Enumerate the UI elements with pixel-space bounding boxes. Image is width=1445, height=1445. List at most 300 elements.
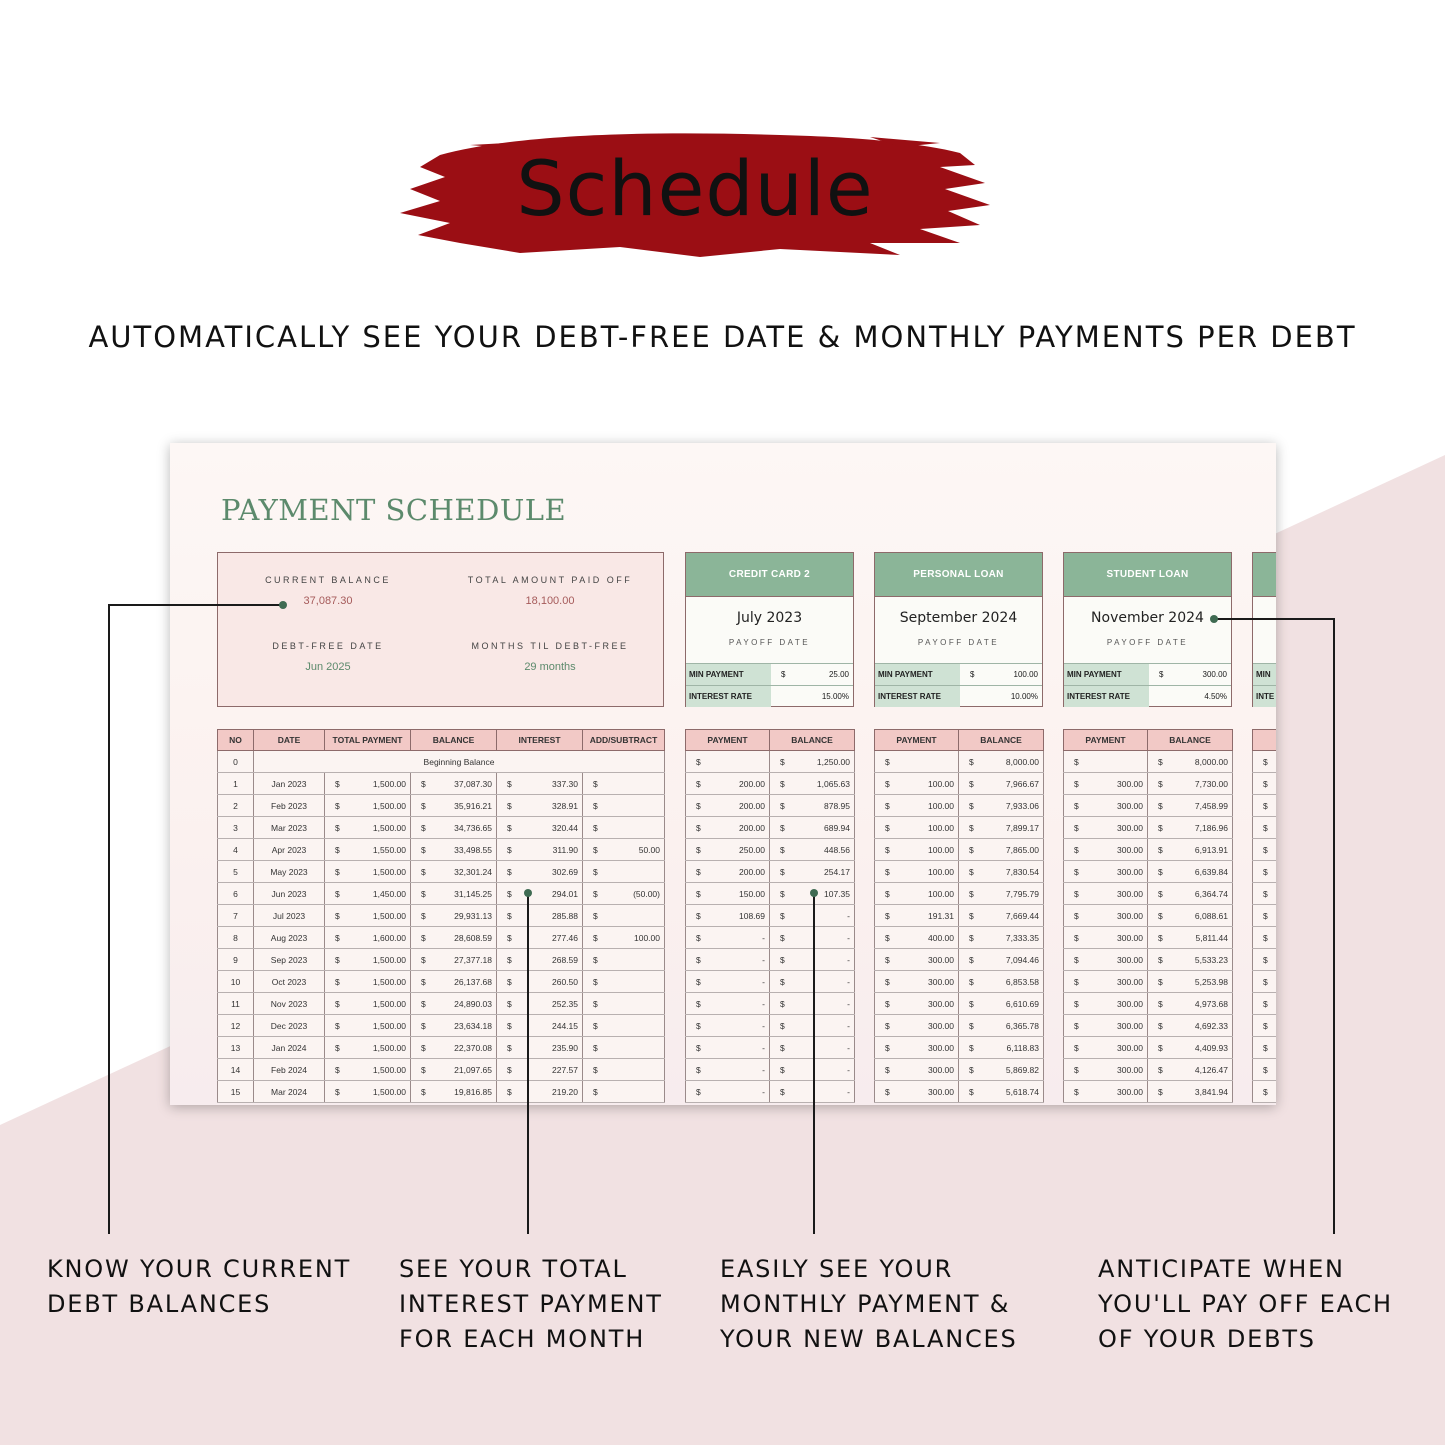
cell-balance: $ 448.56 <box>770 839 855 861</box>
cell-balance: $ 254.17 <box>770 861 855 883</box>
cell-payment: $ <box>1253 1081 1277 1103</box>
callout-dot-2 <box>524 889 532 897</box>
table-row <box>1064 751 1233 773</box>
table-header-row <box>1064 730 1233 751</box>
cell-date: Mar 2023 <box>254 817 325 839</box>
cell-payment: $ 100.00 <box>875 861 959 883</box>
table-row <box>686 1059 855 1081</box>
cell-balance: $ 6,610.69 <box>959 993 1044 1015</box>
current-balance-value: 37,087.30 <box>303 595 353 607</box>
debt-table-credit-card-2 <box>685 729 855 1103</box>
interest-rate-row <box>1064 685 1231 707</box>
cell-interest: $ 285.88 <box>497 905 583 927</box>
table-row <box>1253 1037 1277 1059</box>
debt-free-block <box>228 641 428 673</box>
cell-interest: $ 277.46 <box>497 927 583 949</box>
cell-balance: $ 7,966.67 <box>959 773 1044 795</box>
cell-no: 3 <box>218 817 254 839</box>
table-row <box>875 927 1044 949</box>
cell-balance: $ - <box>770 1015 855 1037</box>
cell-balance: $ 33,498.55 <box>411 839 497 861</box>
col-header-total-payment: TOTAL PAYMENT <box>325 730 411 751</box>
cell-add-subtract: $ <box>583 773 665 795</box>
cell-payment: $ - <box>686 949 770 971</box>
cell-balance: $ 107.35 <box>770 883 855 905</box>
cell-balance: $ 878.95 <box>770 795 855 817</box>
min-payment-value: 100.00 <box>1013 670 1038 679</box>
cell-payment: $ - <box>686 1081 770 1103</box>
cell-total-payment: $ 1,500.00 <box>325 971 411 993</box>
cell-no: 13 <box>218 1037 254 1059</box>
cell-payment: $ <box>1253 1037 1277 1059</box>
table-row <box>218 751 665 773</box>
cell-payment: $ <box>875 751 959 773</box>
callout-payoff <box>1098 1252 1393 1357</box>
cell-payment: $ 300.00 <box>1064 1081 1148 1103</box>
cell-add-subtract: $ <box>583 1059 665 1081</box>
debt-name: STUDENT LOAN <box>1064 553 1231 597</box>
min-payment-value: 25.00 <box>828 670 849 679</box>
cell-total-payment: $ 1,500.00 <box>325 1037 411 1059</box>
table-row <box>686 971 855 993</box>
cell-payment: $ <box>1253 861 1277 883</box>
interest-rate-value: 10.00% <box>1010 692 1038 701</box>
table-row <box>1253 1081 1277 1103</box>
table-row <box>1253 817 1277 839</box>
total-paid-value: 18,100.00 <box>525 595 575 607</box>
cell-balance: $ 1,250.00 <box>770 751 855 773</box>
cell-no: 1 <box>218 773 254 795</box>
table-row <box>218 949 665 971</box>
table-row <box>875 1015 1044 1037</box>
table-row <box>875 861 1044 883</box>
cell-interest: $ 337.30 <box>497 773 583 795</box>
callout-line-3 <box>813 893 815 1234</box>
interest-rate-row <box>875 685 1042 707</box>
cell-balance: $ - <box>770 993 855 1015</box>
table-row <box>686 949 855 971</box>
min-payment-row <box>1253 663 1276 685</box>
cell-payment: $ 300.00 <box>1064 839 1148 861</box>
cell-balance: $ 689.94 <box>770 817 855 839</box>
cell-add-subtract: $ <box>583 817 665 839</box>
cell-payment: $ <box>1253 817 1277 839</box>
callout-line-4 <box>1333 618 1335 1234</box>
table-row <box>1253 795 1277 817</box>
cell-interest: $ 260.50 <box>497 971 583 993</box>
table-row <box>1253 949 1277 971</box>
cell-payment: $ 300.00 <box>875 1015 959 1037</box>
cell-balance: $ 22,370.08 <box>411 1037 497 1059</box>
table-row <box>686 883 855 905</box>
cell-no: 8 <box>218 927 254 949</box>
cell-add-subtract: $ <box>583 1037 665 1059</box>
cell-payment: $ 100.00 <box>875 883 959 905</box>
cell-date: Feb 2023 <box>254 795 325 817</box>
table-row <box>1064 1059 1233 1081</box>
debt-card-personal-loan <box>874 552 1043 707</box>
callout-line: OF YOUR DEBTS <box>1098 1325 1316 1353</box>
cell-payment: $ 400.00 <box>875 927 959 949</box>
cell-date: Apr 2023 <box>254 839 325 861</box>
table-row <box>218 1081 665 1103</box>
table-row <box>218 883 665 905</box>
cell-balance: $ 7,899.17 <box>959 817 1044 839</box>
cell-balance: $ 37,087.30 <box>411 773 497 795</box>
current-balance-label: CURRENT BALANCE <box>265 575 391 585</box>
debt-card-partial <box>1252 552 1276 707</box>
payoff-date: September 2024 <box>899 610 1018 626</box>
table-row <box>218 971 665 993</box>
table-row <box>1253 971 1277 993</box>
interest-rate-row <box>686 685 853 707</box>
table-row <box>686 1015 855 1037</box>
table-row <box>686 993 855 1015</box>
months-block <box>450 641 650 673</box>
table-row <box>1253 993 1277 1015</box>
currency-symbol: $ <box>781 670 786 679</box>
cell-balance: $ 7,094.46 <box>959 949 1044 971</box>
callout-line-2 <box>527 893 529 1234</box>
col-header-payment: PAYMENT <box>686 730 770 751</box>
cell-add-subtract: $ <box>583 1081 665 1103</box>
callout-line: YOUR NEW BALANCES <box>720 1325 1018 1353</box>
table-row <box>1253 1059 1277 1081</box>
cell-balance: $ - <box>770 927 855 949</box>
cell-payment: $ 200.00 <box>686 861 770 883</box>
debt-table-personal-loan <box>874 729 1044 1103</box>
cell-balance: $ 7,458.99 <box>1148 795 1233 817</box>
total-paid-label: TOTAL AMOUNT PAID OFF <box>467 575 633 585</box>
payoff-date-label: PAYOFF DATE <box>1106 638 1189 647</box>
cell-payment: $ <box>1253 905 1277 927</box>
cell-balance: $ 7,865.00 <box>959 839 1044 861</box>
cell-payment: $ <box>1253 795 1277 817</box>
table-row <box>218 993 665 1015</box>
interest-rate-value: 15.00% <box>821 692 849 701</box>
payoff-date-label: PAYOFF DATE <box>917 638 1000 647</box>
cell-payment: $ 300.00 <box>1064 773 1148 795</box>
cell-add-subtract: $ 50.00 <box>583 839 665 861</box>
cell-payment: $ <box>1253 971 1277 993</box>
currency-symbol: $ <box>1159 670 1164 679</box>
callout-dot-3 <box>810 889 818 897</box>
min-payment-row <box>686 663 853 685</box>
cell-interest: $ 252.35 <box>497 993 583 1015</box>
cell-balance: $ 19,816.85 <box>411 1081 497 1103</box>
cell-payment: $ 300.00 <box>875 1037 959 1059</box>
cell-total-payment: $ 1,500.00 <box>325 861 411 883</box>
cell-payment: $ - <box>686 971 770 993</box>
cell-payment: $ 200.00 <box>686 795 770 817</box>
table-row <box>686 773 855 795</box>
cell-balance: $ 4,126.47 <box>1148 1059 1233 1081</box>
cell-payment: $ <box>1253 883 1277 905</box>
interest-rate-label: INTEREST RATE <box>1064 686 1149 707</box>
cell-balance: $ 6,365.78 <box>959 1015 1044 1037</box>
cell-interest: $ 328.91 <box>497 795 583 817</box>
callout-line: KNOW YOUR CURRENT <box>47 1255 352 1283</box>
table-row <box>218 905 665 927</box>
callout-dot-4 <box>1210 615 1218 623</box>
interest-rate-row <box>1253 685 1276 707</box>
callout-line: ANTICIPATE WHEN <box>1098 1255 1345 1283</box>
table-row <box>1253 861 1277 883</box>
col-header-payment: PAYMENT <box>875 730 959 751</box>
cell-payment: $ 300.00 <box>1064 861 1148 883</box>
table-row <box>218 773 665 795</box>
cell-payment: $ 300.00 <box>875 993 959 1015</box>
table-row <box>875 1081 1044 1103</box>
callout-line: YOU'LL PAY OFF EACH <box>1098 1290 1393 1318</box>
debt-free-label: DEBT-FREE DATE <box>272 641 384 651</box>
cell-interest: $ 235.90 <box>497 1037 583 1059</box>
cell-add-subtract: $ (50.00) <box>583 883 665 905</box>
cell-payment: $ - <box>686 927 770 949</box>
cell-no: 9 <box>218 949 254 971</box>
hero-subtitle: AUTOMATICALLY SEE YOUR DEBT-FREE DATE & MONTHLY PAYMENTS PER DEBT <box>88 320 1357 354</box>
cell-payment: $ 250.00 <box>686 839 770 861</box>
total-paid-block <box>450 575 650 607</box>
cell-no: 7 <box>218 905 254 927</box>
cell-payment: $ 100.00 <box>875 839 959 861</box>
cell-payment: $ <box>1253 1015 1277 1037</box>
table-row <box>875 905 1044 927</box>
col-header-add-subtract: ADD/SUBTRACT <box>583 730 665 751</box>
table-row <box>1253 1015 1277 1037</box>
table-row <box>1064 949 1233 971</box>
table-row <box>1064 1015 1233 1037</box>
table-row <box>218 1059 665 1081</box>
cell-balance: $ 4,973.68 <box>1148 993 1233 1015</box>
cell-interest: $ 302.69 <box>497 861 583 883</box>
cell-add-subtract: $ <box>583 949 665 971</box>
cell-payment: $ - <box>686 993 770 1015</box>
col-header-interest: INTEREST <box>497 730 583 751</box>
cell-payment: $ 300.00 <box>1064 883 1148 905</box>
currency-symbol: $ <box>970 670 975 679</box>
hero-title: Schedule <box>516 143 874 233</box>
cell-no: 2 <box>218 795 254 817</box>
table-row <box>1253 905 1277 927</box>
cell-payment: $ 300.00 <box>875 949 959 971</box>
cell-balance: $ 4,409.93 <box>1148 1037 1233 1059</box>
callout-line: INTEREST PAYMENT <box>399 1290 663 1318</box>
cell-date: Oct 2023 <box>254 971 325 993</box>
cell-balance: $ 8,000.00 <box>1148 751 1233 773</box>
cell-balance: $ 21,097.65 <box>411 1059 497 1081</box>
cell-balance: $ - <box>770 1037 855 1059</box>
cell-balance: $ - <box>770 1059 855 1081</box>
cell-total-payment: $ 1,600.00 <box>325 927 411 949</box>
cell-date: Jan 2024 <box>254 1037 325 1059</box>
months-label: MONTHS TIL DEBT-FREE <box>471 641 629 651</box>
table-row <box>875 1059 1044 1081</box>
cell-payment: $ 300.00 <box>1064 993 1148 1015</box>
cell-balance: $ 6,913.91 <box>1148 839 1233 861</box>
cell-balance: $ 5,811.44 <box>1148 927 1233 949</box>
cell-date: May 2023 <box>254 861 325 883</box>
callout-line: DEBT BALANCES <box>47 1290 272 1318</box>
cell-payment: $ <box>686 751 770 773</box>
cell-balance: $ 6,853.58 <box>959 971 1044 993</box>
cell-payment: $ 200.00 <box>686 773 770 795</box>
cell-balance: $ 24,890.03 <box>411 993 497 1015</box>
cell-balance: $ 5,869.82 <box>959 1059 1044 1081</box>
cell-payment: $ 300.00 <box>1064 795 1148 817</box>
table-row <box>1064 905 1233 927</box>
table-row <box>1064 839 1233 861</box>
cell-payment: $ 100.00 <box>875 817 959 839</box>
cell-payment: $ 191.31 <box>875 905 959 927</box>
cell-balance: $ 29,931.13 <box>411 905 497 927</box>
col-header-payment: PAYMENT <box>1064 730 1148 751</box>
cell-balance: $ 27,377.18 <box>411 949 497 971</box>
cell-balance: $ 7,730.00 <box>1148 773 1233 795</box>
cell-balance: $ 23,634.18 <box>411 1015 497 1037</box>
debt-card-student-loan <box>1063 552 1232 707</box>
debt-name: PERSONAL LOAN <box>875 553 1042 597</box>
table-header-row <box>1253 730 1277 751</box>
table-row <box>1253 839 1277 861</box>
cell-balance: $ 7,669.44 <box>959 905 1044 927</box>
cell-payment: $ 300.00 <box>875 971 959 993</box>
cell-payment: $ 100.00 <box>875 795 959 817</box>
table-row <box>218 1037 665 1059</box>
debt-name <box>1253 553 1276 597</box>
table-row <box>1064 883 1233 905</box>
cell-total-payment: $ 1,500.00 <box>325 817 411 839</box>
cell-payment: $ 300.00 <box>1064 971 1148 993</box>
table-header-row <box>875 730 1044 751</box>
cell-balance: $ 7,795.79 <box>959 883 1044 905</box>
min-payment-row <box>875 663 1042 685</box>
cell-add-subtract: $ 100.00 <box>583 927 665 949</box>
cell-date: Jan 2023 <box>254 773 325 795</box>
table-row <box>875 795 1044 817</box>
payment-schedule-table <box>217 729 665 1103</box>
min-payment-label: MIN PAYMENT <box>1064 664 1149 685</box>
beginning-balance-label: Beginning Balance <box>254 751 665 773</box>
cell-balance: $ 7,933.06 <box>959 795 1044 817</box>
cell-total-payment: $ 1,550.00 <box>325 839 411 861</box>
table-row <box>1064 1037 1233 1059</box>
cell-no: 14 <box>218 1059 254 1081</box>
cell-payment: $ 300.00 <box>1064 927 1148 949</box>
cell-balance: $ 8,000.00 <box>959 751 1044 773</box>
callout-monthly-payment <box>720 1252 1018 1357</box>
cell-date: Dec 2023 <box>254 1015 325 1037</box>
cell-payment: $ - <box>686 1015 770 1037</box>
table-row <box>1253 773 1277 795</box>
cell-payment: $ 300.00 <box>1064 949 1148 971</box>
cell-interest: $ 311.90 <box>497 839 583 861</box>
table-row <box>218 839 665 861</box>
cell-balance: $ - <box>770 949 855 971</box>
table-row <box>686 795 855 817</box>
months-value: 29 months <box>524 661 576 673</box>
table-row <box>1064 795 1233 817</box>
table-row <box>686 1081 855 1103</box>
cell-balance: $ 7,333.35 <box>959 927 1044 949</box>
table-row <box>218 861 665 883</box>
table-row <box>1253 927 1277 949</box>
callout-line-1 <box>108 604 110 1234</box>
cell-payment: $ 300.00 <box>1064 1015 1148 1037</box>
cell-total-payment: $ 1,500.00 <box>325 773 411 795</box>
cell-add-subtract: $ <box>583 971 665 993</box>
cell-interest: $ 219.20 <box>497 1081 583 1103</box>
cell-total-payment: $ 1,500.00 <box>325 1015 411 1037</box>
table-row <box>686 817 855 839</box>
callout-line: EASILY SEE YOUR <box>720 1255 954 1283</box>
table-row <box>875 817 1044 839</box>
table-row <box>686 905 855 927</box>
cell-balance: $ 34,736.65 <box>411 817 497 839</box>
debt-name: CREDIT CARD 2 <box>686 553 853 597</box>
cell-add-subtract: $ <box>583 861 665 883</box>
cell-payment: $ <box>1064 751 1148 773</box>
cell-interest: $ 244.15 <box>497 1015 583 1037</box>
table-row <box>686 927 855 949</box>
cell-balance: $ 6,364.74 <box>1148 883 1233 905</box>
cell-payment: $ 300.00 <box>875 1059 959 1081</box>
cell-balance: $ 3,841.94 <box>1148 1081 1233 1103</box>
cell-payment: $ <box>1253 993 1277 1015</box>
table-row <box>686 861 855 883</box>
cell-total-payment: $ 1,500.00 <box>325 1081 411 1103</box>
min-payment-label: MIN PAYMENT <box>875 664 960 685</box>
cell-total-payment: $ 1,450.00 <box>325 883 411 905</box>
payoff-date: November 2024 <box>1091 610 1204 626</box>
cell-balance: $ 5,533.23 <box>1148 949 1233 971</box>
cell-no: 11 <box>218 993 254 1015</box>
table-row <box>875 883 1044 905</box>
cell-no: 5 <box>218 861 254 883</box>
cell-no: 6 <box>218 883 254 905</box>
cell-payment: $ 100.00 <box>875 773 959 795</box>
min-payment-label: MIN PAYMENT <box>686 664 771 685</box>
table-row <box>1253 883 1277 905</box>
callout-line: FOR EACH MONTH <box>399 1325 646 1353</box>
table-row <box>1064 773 1233 795</box>
cell-interest: $ 268.59 <box>497 949 583 971</box>
cell-date: Mar 2024 <box>254 1081 325 1103</box>
cell-add-subtract: $ <box>583 795 665 817</box>
table-row <box>875 751 1044 773</box>
table-row <box>218 817 665 839</box>
cell-balance: $ 31,145.25 <box>411 883 497 905</box>
cell-balance: $ 32,301.24 <box>411 861 497 883</box>
cell-payment: $ 108.69 <box>686 905 770 927</box>
callout-current-balances <box>47 1252 351 1322</box>
cell-payment: $ - <box>686 1059 770 1081</box>
interest-rate-label: INTE <box>1253 686 1276 707</box>
cell-balance: $ - <box>770 905 855 927</box>
col-header-no: NO <box>218 730 254 751</box>
cell-payment: $ <box>1253 1059 1277 1081</box>
cell-balance: $ 6,088.61 <box>1148 905 1233 927</box>
cell-balance: $ - <box>770 1081 855 1103</box>
cell-balance: $ 1,065.63 <box>770 773 855 795</box>
cell-payment: $ 300.00 <box>1064 905 1148 927</box>
table-row <box>875 773 1044 795</box>
cell-payment: $ - <box>686 1037 770 1059</box>
cell-balance: $ 28,608.59 <box>411 927 497 949</box>
table-header-row <box>686 730 855 751</box>
cell-payment: $ 300.00 <box>1064 817 1148 839</box>
cell-date: Feb 2024 <box>254 1059 325 1081</box>
